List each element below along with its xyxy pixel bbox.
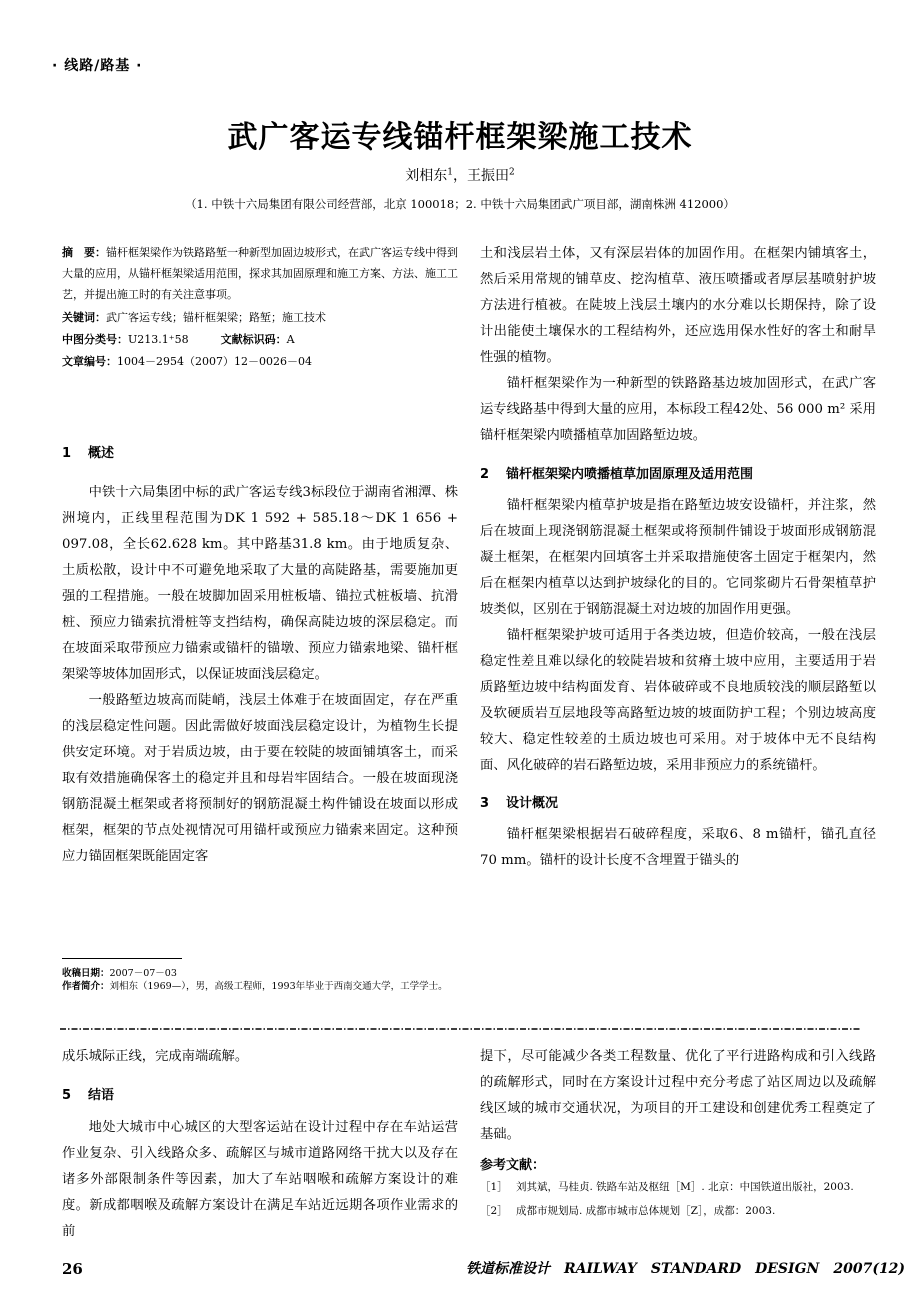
section-number: 2 xyxy=(480,467,490,482)
paragraph: 土和浅层岩土体，又有深层岩体的加固作用。在框架内铺填客土，然后采用常规的铺草皮、挖沟植草、液压喷播或者厚层基喷射护坡方法进行植被。在陡坡上浅层土壤内的水分难以长期保持，除了设计出能使土壤保水的工程结构外，还应选用保水性好的客土和耐旱性强的植物。 xyxy=(480,246,876,365)
received-date xyxy=(62,967,458,980)
keywords xyxy=(62,307,458,329)
section-title: 结语 xyxy=(88,1088,115,1103)
paragraph: 锚杆框架梁内植草护坡是指在路堑边坡安设锚杆，并注浆，然后在坡面上现浇钢筋混凝土框架或将预制件铺设于坡面形成钢筋混凝土框架，在框架内回填客土并采取措施使客土固定于框架内，然后在框架内植草以达到护坡绿化的目的。它同浆砌片石骨架植草护坡类似，区别在于钢筋混凝土对边坡的加固作用更强。 xyxy=(480,498,876,617)
paragraph: 中铁十六局集团中标的武广客运专线3标段位于湖南省湘潭、株洲境内，正线里程范围为DK 1 592 + 585.18～DK 1 656 + 097.08，全长62.628 km。其中路基31.8 km。由于地质复杂、土质松散，设计中不可避免地采取了大量的高陡路基，需要施加更强的工程措施。一般在坡脚加固采用桩板墙、锚拉式桩板墙、抗滑桩、预应力锚索抗滑桩等支挡结构，确保高陡边坡的深层稳定。而在坡面采取带预应力锚索或锚杆的锚墩、预应力锚索地梁、锚杆框架梁等坡体加固形式，以保证坡面浅层稳定。 xyxy=(62,485,458,682)
article-title: 武广客运专线锚杆框架梁施工技术 xyxy=(227,120,693,155)
page-number: 26 xyxy=(62,1260,83,1278)
section-number: 5 xyxy=(62,1088,72,1103)
section-heading xyxy=(480,463,876,482)
abstract-block xyxy=(62,242,458,373)
section-tag: · 线路/路基 · xyxy=(52,58,143,74)
right-column-upper xyxy=(480,241,876,874)
paragraph: 成乐城际正线，完成南端疏解。 xyxy=(62,1049,249,1064)
footnote xyxy=(62,967,458,993)
reference-list xyxy=(480,1177,876,1221)
doc-code-value: A xyxy=(286,333,295,346)
section-number: 3 xyxy=(480,796,490,811)
author-affil-mark: 1 xyxy=(447,167,453,178)
author-bio-label: 作者简介： xyxy=(62,981,110,992)
reference-number: ［1］ xyxy=(480,1181,508,1193)
page-divider xyxy=(60,1027,860,1031)
section-heading xyxy=(62,442,458,461)
author-bio xyxy=(62,980,458,993)
section-1 xyxy=(62,442,458,870)
paragraph: 锚杆框架梁作为一种新型的铁路路基边坡加固形式，在武广客运专线路基中得到大量的应用，本标段工程42处、56 000 m² 采用锚杆框架梁内喷播植草加固路堑边坡。 xyxy=(480,376,876,443)
author-separator: ， xyxy=(453,168,467,184)
author-line xyxy=(0,165,920,185)
author-affil-mark: 2 xyxy=(509,167,515,178)
right-column-lower xyxy=(480,1044,876,1221)
left-column-lower xyxy=(62,1044,458,1245)
doc-code-label: 文献标识码： xyxy=(220,333,287,346)
received-value: 2007－07－03 xyxy=(109,968,177,979)
reference-text: 刘其斌，马桂贞. 铁路车站及枢纽［M］. 北京：中国铁道出版社，2003. xyxy=(516,1181,854,1193)
author-bio-text: 刘相东（1969—），男，高级工程师，1993年毕业于西南交通大学，工学学士。 xyxy=(109,981,448,992)
classification-line xyxy=(62,329,458,351)
section-title: 概述 xyxy=(88,446,115,461)
section-heading xyxy=(480,792,876,811)
article-number-line xyxy=(62,351,458,373)
affiliations: （1. 中铁十六局集团有限公司经营部，北京 100018；2. 中铁十六局集团武广项目部，湖南株洲 412000） xyxy=(185,197,735,211)
received-label: 收稿日期： xyxy=(62,968,110,979)
keywords-label: 关键词： xyxy=(62,311,106,324)
reference-item xyxy=(480,1201,876,1221)
reference-item xyxy=(480,1177,876,1197)
paragraph: 锚杆框架梁护坡可适用于各类边坡，但造价较高，一般在浅层稳定性差且难以绿化的较陡岩坡和贫瘠土坡中应用，主要适用于岩质路堑边坡中结构面发育、岩体破碎或不良地质较浅的顺层路堑以及软硬质岩互层地段等高路堑边坡的坡面防护工程；个别边坡高度较大、稳定性较差的土质边坡也可采用。对于坡体中无不良结构面、风化破碎的岩石路堑边坡，采用非预应力的系统锚杆。 xyxy=(480,628,876,773)
keywords-text: 武广客运专线；锚杆框架梁；路堑；施工技术 xyxy=(106,311,326,324)
abstract xyxy=(62,242,458,305)
reference-text: 成都市规划局. 成都市城市总体规划［Z］，成都：2003. xyxy=(516,1205,776,1217)
author-name: 刘相东 xyxy=(405,168,448,184)
clc-value: U213.1⁺58 xyxy=(128,333,189,346)
reference-number: ［2］ xyxy=(480,1205,508,1217)
journal-footer: 铁道标准设计 RAILWAY STANDARD DESIGN 2007(12) xyxy=(466,1261,906,1277)
paragraph: 一般路堑边坡高而陡峭，浅层土体难于在坡面固定，存在严重的浅层稳定性问题。因此需做好坡面浅层稳定设计，为植物生长提供安定环境。对于岩质边坡，由于要在较陡的坡面铺填客土，而采取有效措施确保客土的稳定并且和母岩牢固结合。一般在坡面现浇钢筋混凝土框架或者将预制好的钢筋混凝土构件铺设在坡面以形成框架，框架的节点处视情况可用锚杆或预应力锚索来固定。这种预应力锚固框架既能固定客 xyxy=(62,693,458,864)
abstract-label: 摘 要： xyxy=(62,246,106,259)
section-title: 锚杆框架梁内喷播植草加固原理及适用范围 xyxy=(506,467,754,482)
paragraph: 地处大城市中心城区的大型客运站在设计过程中存在车站运营作业复杂、引入线路众多、疏解区与城市道路网络干扰大以及存在诸多外部限制条件等因素，加大了车站咽喉和疏解方案设计的难度。新成都咽喉及疏解方案设计在满足车站近远期各项作业需求的前 xyxy=(62,1120,458,1239)
section-number: 1 xyxy=(62,446,72,461)
footnote-rule xyxy=(62,958,182,959)
references-heading: 参考文献： xyxy=(480,1158,546,1173)
section-heading xyxy=(62,1084,458,1103)
paragraph: 提下，尽可能减少各类工程数量、优化了平行进路构成和引入线路的疏解形式，同时在方案设计过程中充分考虑了站区周边以及疏解线区域的城市交通状况，为项目的开工建设和创建优秀工程奠定了基础。 xyxy=(480,1049,876,1142)
paragraph: 锚杆框架梁根据岩石破碎程度，采取6、8 m锚杆，锚孔直径70 mm。锚杆的设计长度不含埋置于锚头的 xyxy=(480,827,876,868)
clc-label: 中图分类号： xyxy=(62,333,128,346)
article-no-value: 1004－2954（2007）12－0026－04 xyxy=(117,355,312,368)
section-title: 设计概况 xyxy=(506,796,559,811)
author-name: 王振田 xyxy=(467,168,509,184)
article-no-label: 文章编号： xyxy=(62,355,117,368)
abstract-text: 锚杆框架梁作为铁路路堑一种新型加固边坡形式，在武广客运专线中得到大量的应用，从锚杆框架梁适用范围，探求其加固原理和施工方案、方法、施工工艺，并提出施工时的有关注意事项。 xyxy=(62,246,458,301)
